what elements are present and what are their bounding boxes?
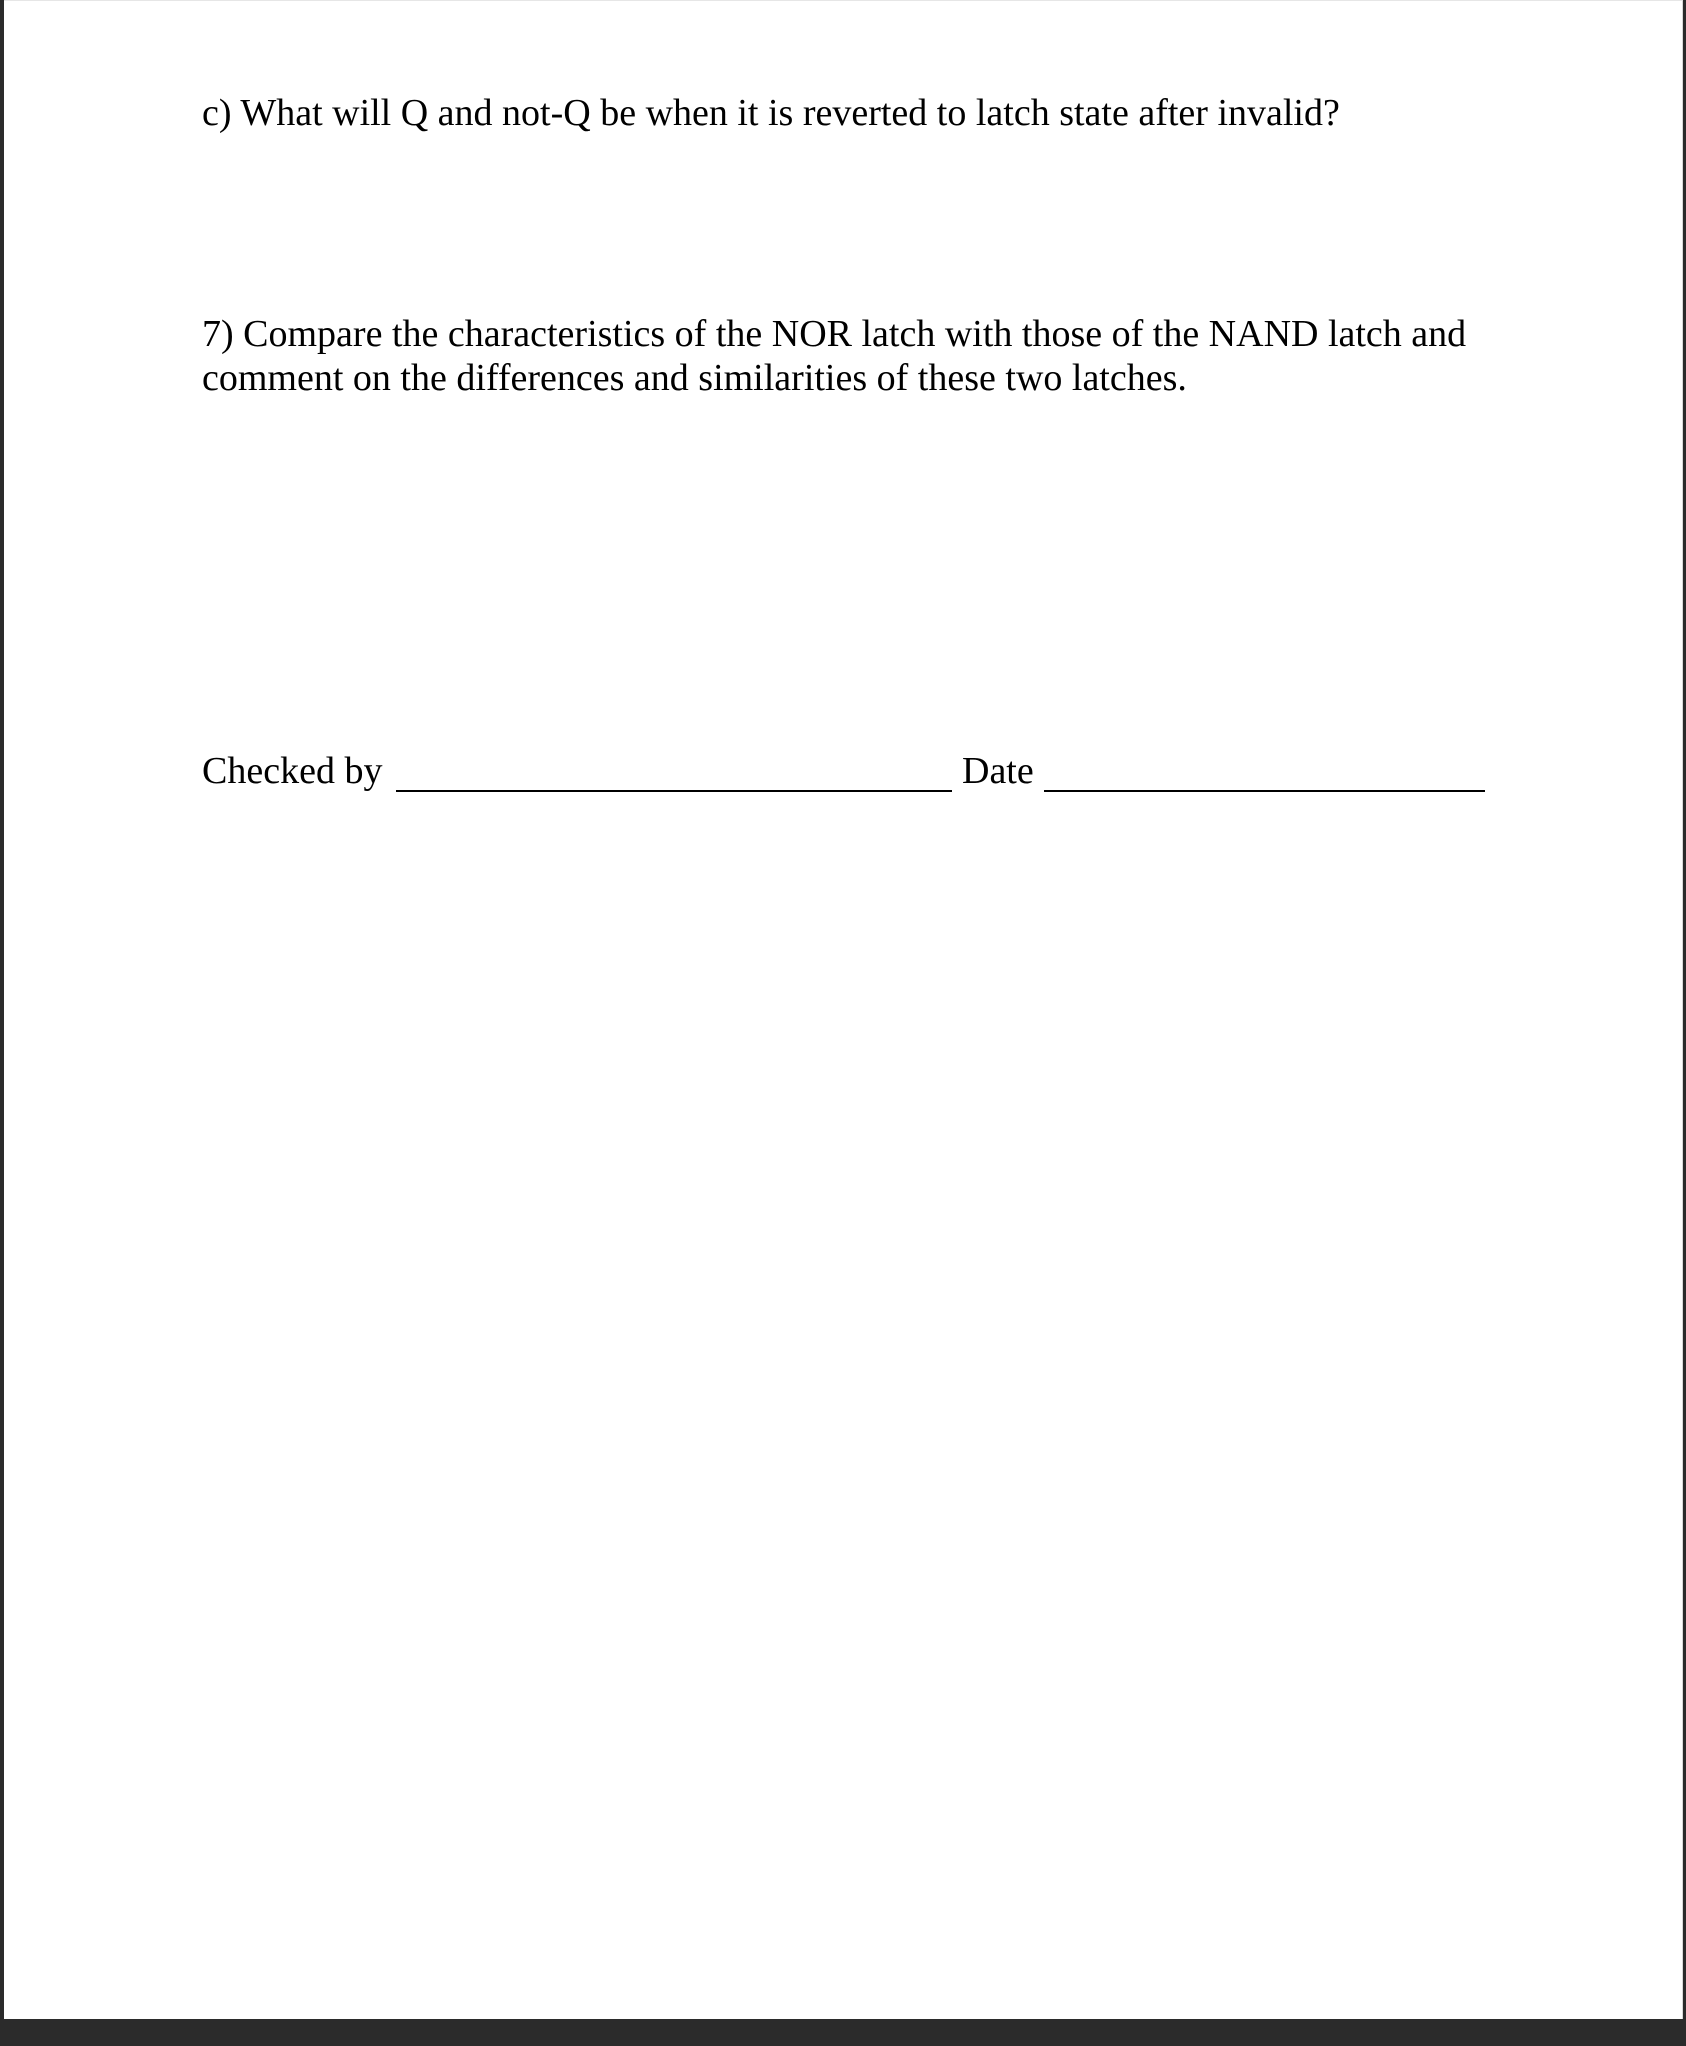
question-7-block: [202, 312, 1466, 400]
question-c-text: c) What will Q and not-Q be when it is reverted to latch state after invalid?: [202, 92, 1340, 134]
checked-by-label: Checked by: [202, 750, 383, 792]
document-page: [4, 0, 1683, 2019]
question-7-line-2: comment on the differences and similarities of these two latches.: [202, 357, 1187, 399]
question-7-line-1: 7) Compare the characteristics of the NOR latch with those of the NAND latch and: [202, 313, 1467, 355]
date-label: Date: [962, 750, 1034, 792]
signature-row: [202, 749, 1487, 799]
checked-by-line: [396, 790, 952, 792]
date-line: [1044, 790, 1485, 792]
